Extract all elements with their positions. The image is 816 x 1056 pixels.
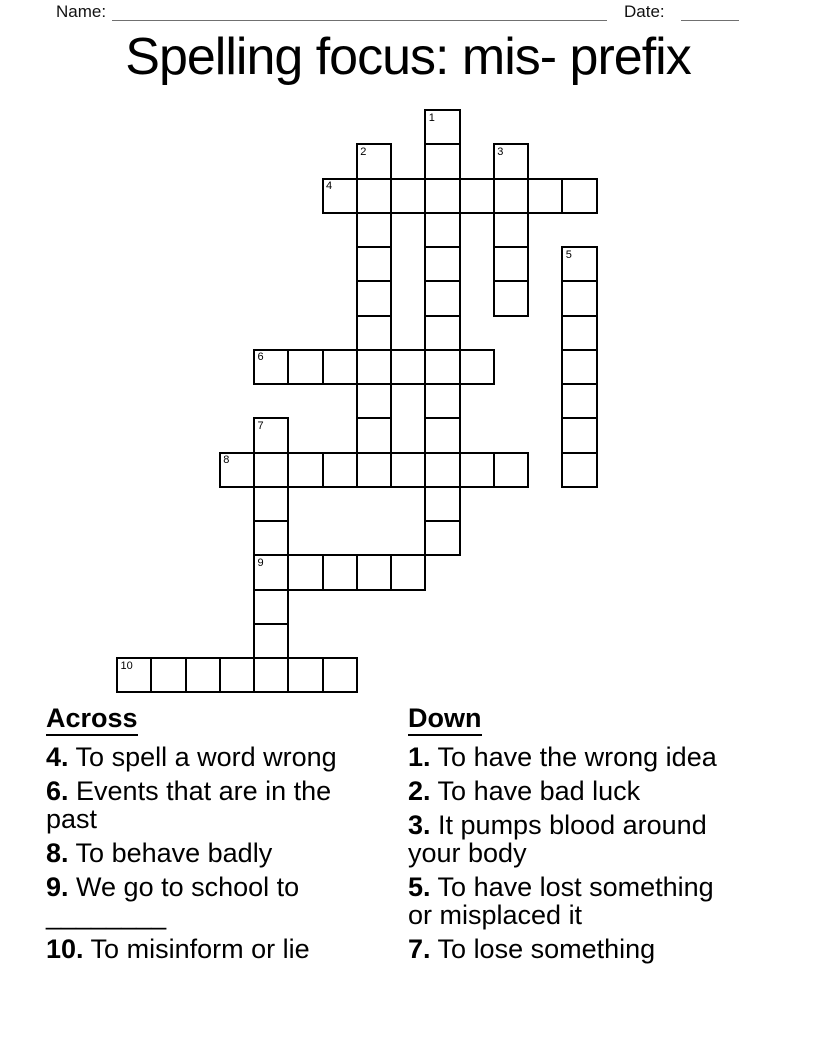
grid-cell [424,520,460,556]
grid-cell [561,417,597,453]
grid-cell [322,349,358,385]
clue-number: 9. [46,872,69,902]
grid-cell [322,178,358,214]
grid-cell [424,383,460,419]
grid-cell [356,349,392,385]
clue-text: To behave badly [68,838,273,868]
grid-cell [185,657,221,693]
cell-number: 10 [120,659,133,672]
cell-number: 2 [360,145,367,158]
grid-cell [356,212,392,248]
clue-item [46,839,371,867]
clue-text: It pumps blood around your body [408,810,707,868]
clue-number: 7. [408,934,431,964]
clue-item [46,935,371,963]
grid-cell [459,452,495,488]
grid-cell [561,383,597,419]
clue-item [408,811,733,867]
grid-cell [390,178,426,214]
cell-number: 8 [223,454,230,466]
name-label: Name: [56,2,107,21]
clue-text: To have bad luck [430,776,641,806]
clue-text: To misinform or lie [83,934,310,964]
clue-text: We go to school to ________ [46,872,300,930]
clue-text: To have the wrong idea [430,742,717,772]
grid-cell [561,246,597,282]
grid-cell [287,554,323,590]
grid-cell [561,349,597,385]
grid-cell [424,417,460,453]
clue-number: 10. [46,934,84,964]
grid-cell [493,452,529,488]
grid-cell [253,520,289,556]
clue-number: 6. [46,776,69,806]
grid-cell [424,486,460,522]
grid-cell [253,657,289,693]
grid-cell [356,280,392,316]
grid-cell [424,212,460,248]
cell-number: 3 [497,145,504,158]
grid-cell [356,246,392,282]
grid-cell [253,349,289,385]
grid-cell [424,143,460,179]
grid-cell [493,212,529,248]
clue-item [408,743,733,771]
page-title: Spelling focus: mis- prefix [125,28,691,86]
grid-cell [493,178,529,214]
date-label: Date: [624,2,665,21]
grid-cell [322,657,358,693]
cell-number: 6 [257,351,264,364]
down-clue-list [408,743,733,963]
grid-cell [356,554,392,590]
across-header: Across [46,704,138,736]
grid-cell [561,452,597,488]
grid-cell [561,280,597,316]
cell-number: 5 [565,248,572,261]
grid-cell [356,178,392,214]
clue-number: 4. [46,742,69,772]
down-header: Down [408,704,482,736]
cell-number: 1 [428,111,435,124]
clue-item [408,873,733,929]
across-clues-section [46,704,371,969]
grid-cell [150,657,186,693]
clue-number: 8. [46,838,69,868]
grid-cell [424,280,460,316]
grid-cell [561,315,597,351]
grid-cell [287,657,323,693]
grid-cell [424,109,460,145]
down-clues-section [408,704,733,969]
grid-cell [459,178,495,214]
grid-cell [356,143,392,179]
grid-cell [424,452,460,488]
grid-cell [253,417,289,453]
clue-text: Events that are in the past [46,776,332,834]
clue-item [408,935,733,963]
clue-item [408,777,733,805]
across-clue-list [46,743,371,963]
clue-number: 3. [408,810,431,840]
grid-cell [356,383,392,419]
clue-text: To spell a word wrong [68,742,337,772]
grid-cell [424,315,460,351]
grid-cell [424,246,460,282]
grid-cell [424,349,460,385]
grid-cell [424,178,460,214]
grid-cell [287,349,323,385]
grid-cell [219,657,255,693]
grid-cell [322,452,358,488]
clue-item [46,743,371,771]
grid-cell [459,349,495,385]
grid-cell [322,554,358,590]
cell-number: 7 [257,419,264,432]
grid-cell [219,452,255,488]
grid-cell [253,589,289,625]
grid-cell [493,246,529,282]
grid-cell [390,349,426,385]
grid-cell [253,486,289,522]
grid-cell [253,554,289,590]
grid-cell [253,623,289,659]
clue-text: To lose something [430,934,656,964]
grid-cell [356,417,392,453]
grid-cell [493,280,529,316]
grid-cell [527,178,563,214]
clue-text: To have lost something or misplaced it [408,872,714,930]
cell-number: 9 [257,556,264,569]
clue-item [46,777,371,833]
clue-number: 1. [408,742,431,772]
cell-number: 4 [326,180,333,192]
grid-cell [116,657,152,693]
grid-cell [356,315,392,351]
grid-cell [356,452,392,488]
grid-cell [287,452,323,488]
clue-number: 5. [408,872,431,902]
grid-cell [253,452,289,488]
grid-cell [493,143,529,179]
clue-number: 2. [408,776,431,806]
grid-cell [390,452,426,488]
grid-cell [561,178,597,214]
clue-item [46,873,371,929]
grid-cell [390,554,426,590]
